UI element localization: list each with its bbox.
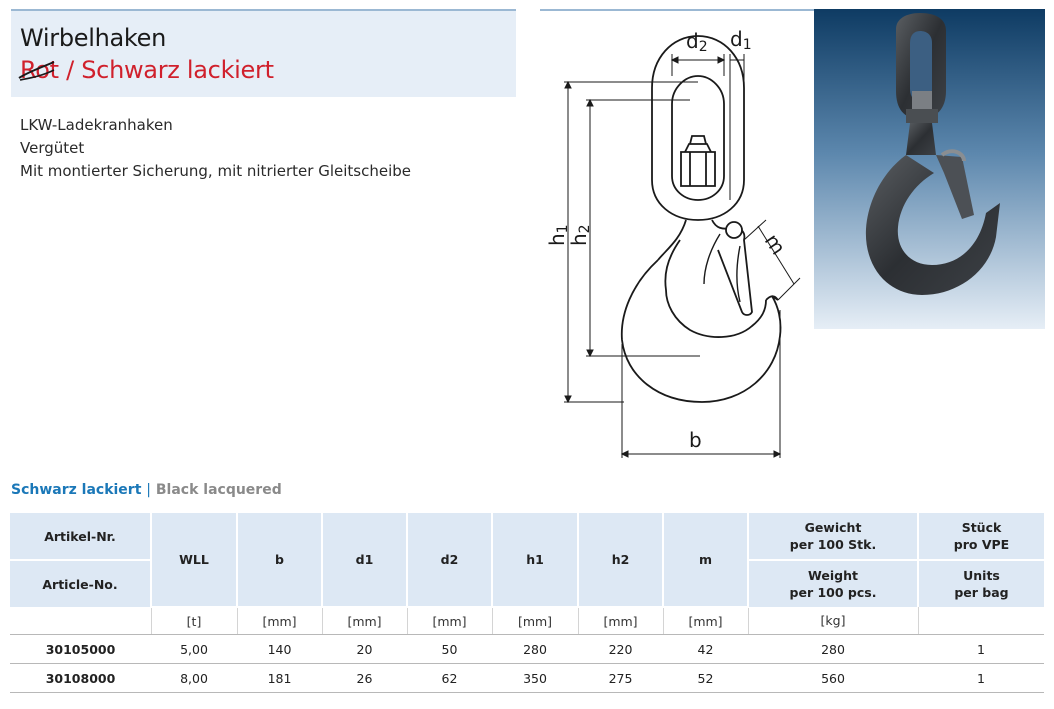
- product-photo: [814, 9, 1045, 329]
- cell-d2: 50: [407, 635, 492, 664]
- label-h1: h1: [545, 224, 571, 246]
- unit-cell: [kg]: [748, 607, 918, 635]
- feature-item: Mit montierter Sicherung, mit nitrierter Gleitscheibe: [20, 162, 411, 180]
- unit-cell: [mm]: [407, 607, 492, 635]
- unit-row: [10, 607, 1044, 635]
- cell-m: 42: [663, 635, 748, 664]
- section-title-en: Black lacquered: [155, 482, 282, 498]
- label-d1: d1: [730, 27, 752, 53]
- cell-wll: 5,00: [151, 635, 237, 664]
- cell-h2: 275: [578, 664, 663, 693]
- cell-h2: 220: [578, 635, 663, 664]
- header-qty-en: [918, 560, 1044, 607]
- article-number: 30105000: [10, 635, 151, 664]
- header-qty-en-line2: per bag: [954, 585, 1009, 600]
- feature-list: [20, 114, 411, 183]
- subtitle-variant: / Schwarz lackiert: [58, 56, 274, 84]
- cell-h1: 280: [492, 635, 578, 664]
- cell-d2: 62: [407, 664, 492, 693]
- header-b: b: [237, 513, 322, 607]
- product-title: Wirbelhaken: [20, 24, 167, 52]
- header-m: m: [663, 513, 748, 607]
- header-weight-de-line1: Gewicht: [804, 520, 862, 535]
- section-title-de: Schwarz lackiert: [11, 482, 142, 498]
- header-h2: h2: [578, 513, 663, 607]
- unit-cell: [mm]: [663, 607, 748, 635]
- header-weight-en-line2: per 100 pcs.: [789, 585, 877, 600]
- strike-mark: [18, 58, 56, 84]
- header-h1: h1: [492, 513, 578, 607]
- header-d2: d2: [407, 513, 492, 607]
- unit-cell: [mm]: [492, 607, 578, 635]
- header-weight-en: [748, 560, 918, 607]
- cell-units: 1: [918, 664, 1044, 693]
- unit-cell: [t]: [151, 607, 237, 635]
- label-h2: h2: [567, 224, 593, 246]
- header-row-de: [10, 513, 1044, 560]
- unit-cell: [mm]: [322, 607, 407, 635]
- cell-units: 1: [918, 635, 1044, 664]
- table-row: [10, 664, 1044, 693]
- label-d2: d2: [686, 29, 708, 55]
- cell-d1: 20: [322, 635, 407, 664]
- unit-cell: [mm]: [237, 607, 322, 635]
- product-subtitle: [20, 56, 274, 84]
- spec-table: [10, 513, 1044, 693]
- header-qty-de-line1: Stück: [961, 520, 1002, 535]
- feature-item: Vergütet: [20, 139, 85, 157]
- struck-variant-text: Rot: [20, 56, 59, 84]
- label-b: b: [689, 428, 702, 452]
- header-qty-de-line2: pro VPE: [953, 537, 1010, 552]
- article-number: 30108000: [10, 664, 151, 693]
- section-separator: |: [146, 482, 151, 498]
- cell-weight: 280: [748, 635, 918, 664]
- unit-cell: [mm]: [578, 607, 663, 635]
- top-rule-drawing: [540, 9, 814, 11]
- header-wll: WLL: [151, 513, 237, 607]
- struck-variant: [20, 56, 59, 84]
- header-d1: d1: [322, 513, 407, 607]
- header-weight-de-line2: per 100 Stk.: [789, 537, 877, 552]
- technical-drawing: [540, 14, 814, 464]
- unit-cell: [10, 607, 151, 635]
- section-heading: [11, 482, 282, 498]
- label-m: m: [759, 229, 791, 259]
- cell-h1: 350: [492, 664, 578, 693]
- cell-weight: 560: [748, 664, 918, 693]
- header-article-de: Artikel-Nr.: [10, 513, 151, 560]
- header-qty-en-line1: Units: [963, 568, 1000, 583]
- table-row: [10, 635, 1044, 664]
- cell-wll: 8,00: [151, 664, 237, 693]
- cell-m: 52: [663, 664, 748, 693]
- unit-cell: [918, 607, 1044, 635]
- cell-b: 181: [237, 664, 322, 693]
- feature-item: LKW-Ladekranhaken: [20, 116, 173, 134]
- header-weight-en-line1: Weight: [808, 568, 858, 583]
- cell-b: 140: [237, 635, 322, 664]
- header-weight-de: [748, 513, 918, 560]
- cell-d1: 26: [322, 664, 407, 693]
- header-article-en: Article-No.: [10, 560, 151, 607]
- header-qty-de: [918, 513, 1044, 560]
